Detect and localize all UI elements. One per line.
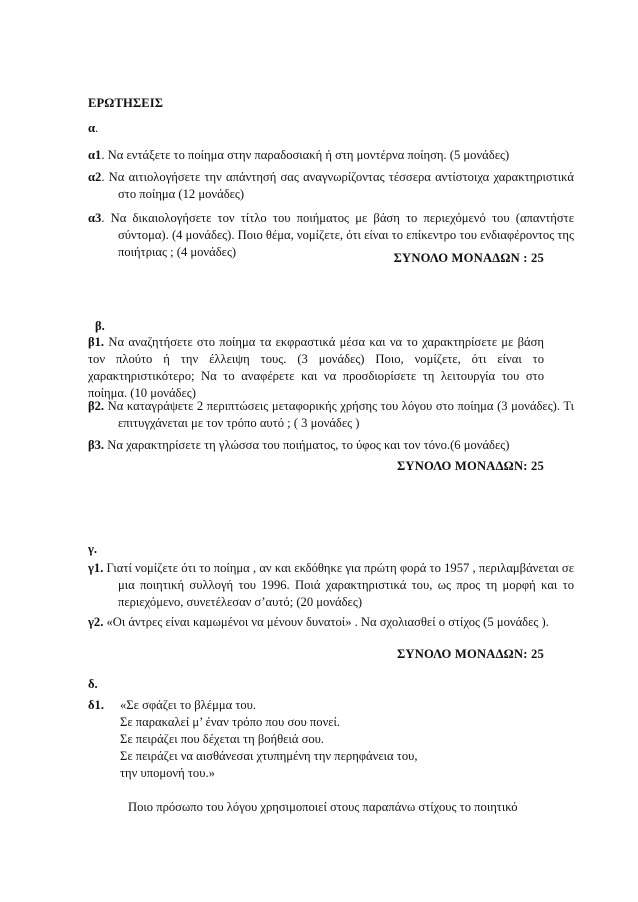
question-c1: [88, 560, 574, 611]
question-b3: [88, 437, 544, 454]
poem-line: την υπομονή του.»: [120, 766, 215, 780]
question-b2-text: Να καταγράψετε 2 περιπτώσεις μεταφορικής χρήσης του λόγου στο ποίημα (3 μονάδες). Τι επιτυγχάνεται με τον τρόπο αυτό ; ( 3 μονάδες ): [104, 399, 574, 430]
question-a3-number: α3: [88, 211, 102, 225]
question-c1-text: Γιατί νομίζετε ότι το ποίημα , αν και εκδόθηκε για πρώτη φορά το 1957 , περιλαμβάνεται σε μια ποιητική συλλογή του 1996. Ποιά χαρακτηριστικά του, ως προς τη μορφή και το περιεχόμενο, συνετέλεσαν σ’αυτό; (20 μονάδες): [103, 561, 574, 609]
section-a-letter: α: [88, 121, 96, 135]
section-a-total: ΣΥΝΟΛΟ ΜΟΝΑΔΩΝ : 25: [393, 251, 544, 265]
section-a-dot: .: [95, 121, 99, 135]
question-b1-number: β1.: [88, 335, 105, 349]
question-b2-number: β2.: [88, 399, 105, 413]
question-a1: [88, 147, 544, 164]
question-b3-text: Να χαρακτηρίσετε τη γλώσσα του ποιήματος, το ύφος και τον τόνο.(6 μονάδες): [104, 438, 510, 452]
question-a1-text: . Να εντάξετε το ποίημα στην παραδοσιακή ή στη μοντέρνα ποίηση. (5 μονάδες): [101, 148, 510, 162]
poem-excerpt: [120, 697, 540, 782]
question-d1-number: δ1.: [88, 698, 104, 712]
question-b2: [88, 398, 574, 432]
question-d1-text: Ποιο πρόσωπο του λόγου χρησιμοποιεί στους παραπάνω στίχους το ποιητικό: [128, 800, 518, 814]
question-c2-number: γ2.: [88, 615, 104, 629]
section-b-total: ΣΥΝΟΛΟ ΜΟΝΑΔΩΝ: 25: [396, 459, 544, 473]
question-b1: [88, 334, 544, 402]
question-a2: [88, 169, 574, 203]
poem-line: Σε πειράζει που δέχεται τη βοήθειά σου.: [120, 732, 325, 746]
section-a-label: [88, 120, 98, 137]
question-a3-text: . Να δικαιολογήσετε τον τίτλο του ποιήματος με βάση το περιεχόμενό του (απαντήστε σύντομα). (4 μονάδες). Ποιο θέμα, νομίζετε, ότι είναι το επίκεντρο του ενδιαφέροντος της ποιήτριας ; (4 μονάδες): [101, 211, 574, 259]
question-c1-number: γ1.: [88, 561, 104, 575]
question-c2: [88, 614, 574, 631]
question-a2-number: α2: [88, 170, 102, 184]
document-heading: ΕΡΩΤΗΣΕΙΣ: [88, 96, 164, 110]
question-a2-text: . Να αιτιολογήσετε την απάντησή σας αναγνωρίζοντας τέσσερα αντίστοιχα χαρακτηριστικά στο ποίημα (12 μονάδες): [101, 170, 574, 201]
question-c2-text: «Οι άντρες είναι καμωμένοι να μένουν δυνατοί» . Να σχολιασθεί ο στίχος (5 μονάδες ).: [103, 615, 549, 629]
question-b1-text: Να αναζητήσετε στο ποίημα τα εκφραστικά μέσα και να το χαρακτηρίσετε με βάση τον πλούτο ή την έλλειψη τους. (3 μονάδες) Ποιο, νομίζετε, ότι είναι το χαρακτηριστικότερο; Να το αναφέρετε και να προσδιορίσετε τη λειτουργία του στο ποίημα. (10 μονάδες): [88, 335, 544, 400]
question-b3-number: β3.: [88, 438, 105, 452]
section-c-total: ΣΥΝΟΛΟ ΜΟΝΑΔΩΝ: 25: [396, 647, 544, 661]
section-b-label: β.: [95, 319, 105, 333]
poem-line: Σε πειράζει να αισθάνεσαι χτυπημένη την περηφάνεια του,: [120, 749, 418, 763]
section-c-label: γ.: [88, 542, 98, 556]
poem-line: «Σε σφάζει το βλέμμα του.: [120, 698, 257, 712]
question-a1-number: α1: [88, 148, 102, 162]
section-d-label: δ.: [88, 677, 98, 691]
poem-line: Σε παρακαλεί μ’ έναν τρόπο που σου πονεί.: [120, 715, 341, 729]
